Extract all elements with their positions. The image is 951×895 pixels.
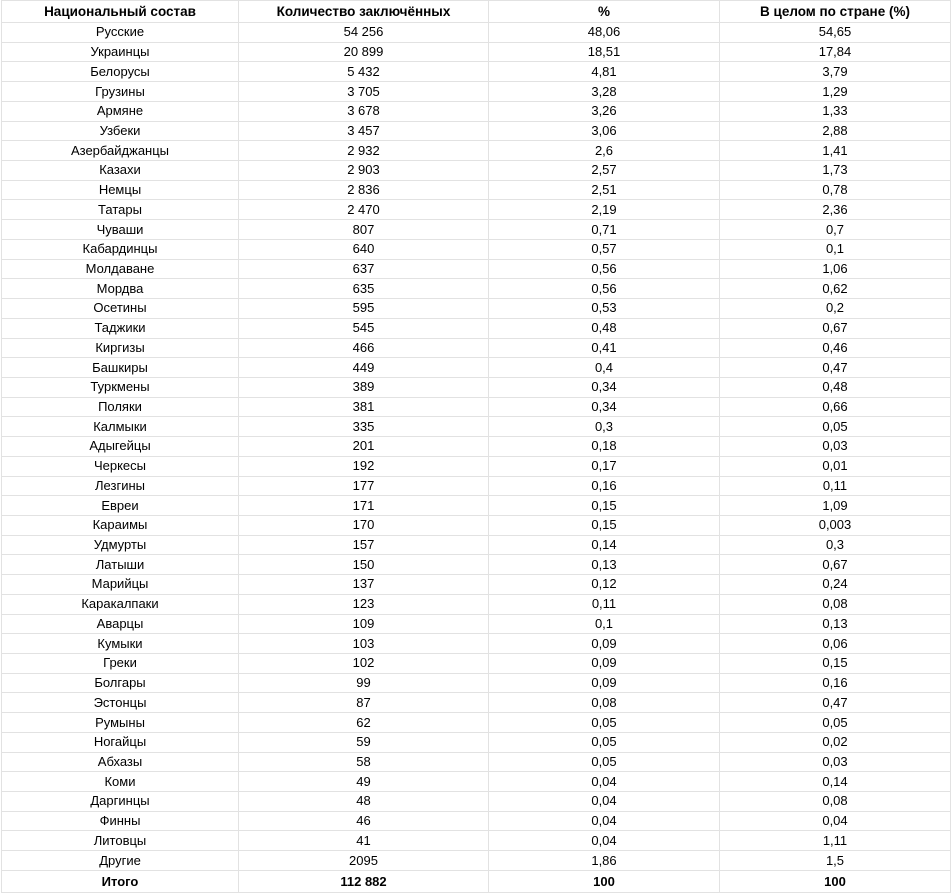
cell-percent[interactable]: 0,05 [489, 713, 720, 733]
cell-prisoner-count[interactable]: 449 [239, 358, 489, 378]
cell-nationality[interactable]: Болгары [2, 673, 239, 693]
cell-country-percent[interactable]: 0,05 [720, 713, 951, 733]
table-row [2, 23, 951, 43]
cell-prisoner-count[interactable]: 157 [239, 535, 489, 555]
cell-prisoner-count[interactable]: 58 [239, 752, 489, 772]
cell-nationality[interactable]: Аварцы [2, 614, 239, 634]
cell-nationality[interactable]: Белорусы [2, 62, 239, 82]
cell-percent[interactable]: 0,15 [489, 496, 720, 516]
cell-nationality[interactable]: Поляки [2, 397, 239, 417]
table-row [2, 851, 951, 871]
cell-prisoner-count[interactable]: 102 [239, 654, 489, 674]
cell-country-percent[interactable]: 2,88 [720, 121, 951, 141]
total-row [2, 870, 951, 892]
table-row [2, 831, 951, 851]
table-row [2, 792, 951, 812]
cell-nationality[interactable]: Латыши [2, 555, 239, 575]
table-row [2, 614, 951, 634]
cell-percent[interactable]: 0,12 [489, 575, 720, 595]
cell-prisoner-count[interactable]: 177 [239, 476, 489, 496]
table-row [2, 200, 951, 220]
cell-percent[interactable]: 0,1 [489, 614, 720, 634]
cell-nationality[interactable]: Удмурты [2, 535, 239, 555]
cell-country-percent[interactable]: 0,08 [720, 594, 951, 614]
cell-prisoner-count[interactable]: 123 [239, 594, 489, 614]
cell-country-percent[interactable]: 0,7 [720, 220, 951, 240]
cell-nationality[interactable]: Марийцы [2, 575, 239, 595]
cell-percent[interactable]: 0,09 [489, 654, 720, 674]
cell-prisoner-count[interactable]: 3 457 [239, 121, 489, 141]
cell-nationality[interactable]: Румыны [2, 713, 239, 733]
cell-prisoner-count[interactable]: 170 [239, 515, 489, 535]
cell-percent[interactable]: 18,51 [489, 42, 720, 62]
cell-prisoner-count[interactable]: 109 [239, 614, 489, 634]
table-row [2, 752, 951, 772]
cell-prisoner-count[interactable]: 635 [239, 279, 489, 299]
cell-percent[interactable]: 0,11 [489, 594, 720, 614]
table-row [2, 732, 951, 752]
cell-country-percent[interactable]: 17,84 [720, 42, 951, 62]
table-row [2, 693, 951, 713]
cell-country-percent[interactable]: 0,04 [720, 811, 951, 831]
table-row [2, 318, 951, 338]
cell-nationality[interactable]: Черкесы [2, 456, 239, 476]
table-row [2, 299, 951, 319]
cell-percent[interactable]: 0,09 [489, 634, 720, 654]
cell-percent[interactable]: 0,05 [489, 752, 720, 772]
cell-nationality[interactable]: Евреи [2, 496, 239, 516]
cell-country-percent[interactable]: 0,03 [720, 437, 951, 457]
cell-percent[interactable]: 0,34 [489, 397, 720, 417]
cell-prisoner-count[interactable]: 62 [239, 713, 489, 733]
cell-prisoner-count[interactable]: 201 [239, 437, 489, 457]
cell-percent[interactable]: 3,28 [489, 82, 720, 102]
cell-nationality[interactable]: Эстонцы [2, 693, 239, 713]
cell-nationality[interactable]: Казахи [2, 161, 239, 181]
cell-prisoner-count[interactable]: 640 [239, 239, 489, 259]
cell-prisoner-count[interactable]: 807 [239, 220, 489, 240]
cell-nationality[interactable]: Чуваши [2, 220, 239, 240]
cell-nationality[interactable]: Узбеки [2, 121, 239, 141]
cell-nationality[interactable]: Русские [2, 23, 239, 43]
cell-prisoner-count[interactable]: 59 [239, 732, 489, 752]
cell-prisoner-count[interactable]: 2 836 [239, 180, 489, 200]
table-row [2, 535, 951, 555]
cell-percent[interactable]: 0,57 [489, 239, 720, 259]
cell-nationality[interactable]: Коми [2, 772, 239, 792]
cell-country-percent[interactable]: 0,13 [720, 614, 951, 634]
table-row [2, 555, 951, 575]
cell-prisoner-count[interactable]: 637 [239, 259, 489, 279]
cell-percent[interactable]: 1,86 [489, 851, 720, 871]
cell-country-percent[interactable]: 0,003 [720, 515, 951, 535]
cell-nationality[interactable]: Молдаване [2, 259, 239, 279]
cell-prisoner-count[interactable]: 2095 [239, 851, 489, 871]
cell-percent[interactable]: 3,06 [489, 121, 720, 141]
cell-country-percent[interactable]: 0,46 [720, 338, 951, 358]
cell-percent[interactable]: 0,15 [489, 515, 720, 535]
cell-nationality[interactable]: Осетины [2, 299, 239, 319]
cell-country-percent[interactable]: 0,3 [720, 535, 951, 555]
cell-percent[interactable]: 0,04 [489, 772, 720, 792]
cell-percent[interactable]: 2,57 [489, 161, 720, 181]
cell-prisoner-count[interactable]: 49 [239, 772, 489, 792]
cell-prisoner-count[interactable]: 466 [239, 338, 489, 358]
cell-nationality[interactable]: Греки [2, 654, 239, 674]
cell-percent[interactable]: 0,56 [489, 259, 720, 279]
cell-country-percent[interactable]: 0,15 [720, 654, 951, 674]
cell-nationality[interactable]: Каракалпаки [2, 594, 239, 614]
total-percent[interactable]: 100 [489, 870, 720, 892]
cell-percent[interactable]: 0,14 [489, 535, 720, 555]
cell-nationality[interactable]: Азербайджанцы [2, 141, 239, 161]
cell-prisoner-count[interactable]: 381 [239, 397, 489, 417]
table-row [2, 42, 951, 62]
cell-nationality[interactable]: Киргизы [2, 338, 239, 358]
cell-nationality[interactable]: Калмыки [2, 417, 239, 437]
cell-country-percent[interactable]: 0,05 [720, 417, 951, 437]
cell-percent[interactable]: 0,34 [489, 377, 720, 397]
cell-prisoner-count[interactable]: 3 678 [239, 101, 489, 121]
table-row [2, 377, 951, 397]
table-row [2, 180, 951, 200]
cell-prisoner-count[interactable]: 2 470 [239, 200, 489, 220]
cell-prisoner-count[interactable]: 335 [239, 417, 489, 437]
cell-nationality[interactable]: Адыгейцы [2, 437, 239, 457]
cell-nationality[interactable]: Таджики [2, 318, 239, 338]
table-row [2, 397, 951, 417]
table-row [2, 82, 951, 102]
cell-prisoner-count[interactable]: 545 [239, 318, 489, 338]
cell-country-percent[interactable]: 1,09 [720, 496, 951, 516]
cell-nationality[interactable]: Украинцы [2, 42, 239, 62]
table-row [2, 161, 951, 181]
cell-percent[interactable]: 0,3 [489, 417, 720, 437]
cell-prisoner-count[interactable]: 54 256 [239, 23, 489, 43]
cell-nationality[interactable]: Финны [2, 811, 239, 831]
cell-country-percent[interactable]: 1,06 [720, 259, 951, 279]
cell-percent[interactable]: 0,56 [489, 279, 720, 299]
table-row [2, 220, 951, 240]
cell-country-percent[interactable]: 1,73 [720, 161, 951, 181]
table-row [2, 594, 951, 614]
cell-country-percent[interactable]: 0,48 [720, 377, 951, 397]
cell-country-percent[interactable]: 1,33 [720, 101, 951, 121]
cell-percent[interactable]: 0,53 [489, 299, 720, 319]
header-prisoner-count[interactable]: Количество заключённых [239, 1, 489, 23]
table-row [2, 772, 951, 792]
cell-nationality[interactable]: Башкиры [2, 358, 239, 378]
cell-percent[interactable]: 0,09 [489, 673, 720, 693]
cell-country-percent[interactable]: 0,24 [720, 575, 951, 595]
table-row [2, 811, 951, 831]
cell-prisoner-count[interactable]: 103 [239, 634, 489, 654]
cell-prisoner-count[interactable]: 87 [239, 693, 489, 713]
cell-percent[interactable]: 0,71 [489, 220, 720, 240]
cell-country-percent[interactable]: 0,14 [720, 772, 951, 792]
cell-country-percent[interactable]: 0,67 [720, 318, 951, 338]
table-row [2, 673, 951, 693]
cell-country-percent[interactable]: 1,11 [720, 831, 951, 851]
cell-country-percent[interactable]: 0,78 [720, 180, 951, 200]
cell-country-percent[interactable]: 0,2 [720, 299, 951, 319]
cell-percent[interactable]: 2,51 [489, 180, 720, 200]
total-country-percent[interactable]: 100 [720, 870, 951, 892]
cell-prisoner-count[interactable]: 137 [239, 575, 489, 595]
cell-nationality[interactable]: Татары [2, 200, 239, 220]
cell-nationality[interactable]: Кумыки [2, 634, 239, 654]
cell-nationality[interactable]: Караимы [2, 515, 239, 535]
cell-country-percent[interactable]: 3,79 [720, 62, 951, 82]
cell-percent[interactable]: 0,13 [489, 555, 720, 575]
cell-nationality[interactable]: Лезгины [2, 476, 239, 496]
cell-prisoner-count[interactable]: 41 [239, 831, 489, 851]
cell-percent[interactable]: 0,16 [489, 476, 720, 496]
table-row [2, 62, 951, 82]
cell-country-percent[interactable]: 54,65 [720, 23, 951, 43]
cell-percent[interactable]: 0,04 [489, 811, 720, 831]
cell-percent[interactable]: 3,26 [489, 101, 720, 121]
cell-prisoner-count[interactable]: 150 [239, 555, 489, 575]
cell-prisoner-count[interactable]: 48 [239, 792, 489, 812]
cell-percent[interactable]: 0,17 [489, 456, 720, 476]
table-row [2, 496, 951, 516]
cell-country-percent[interactable]: 0,16 [720, 673, 951, 693]
cell-prisoner-count[interactable]: 3 705 [239, 82, 489, 102]
cell-prisoner-count[interactable]: 2 903 [239, 161, 489, 181]
table-row [2, 101, 951, 121]
header-row [2, 1, 951, 23]
cell-country-percent[interactable]: 2,36 [720, 200, 951, 220]
header-nationality[interactable]: Национальный состав [2, 1, 239, 23]
cell-nationality[interactable]: Абхазы [2, 752, 239, 772]
cell-nationality[interactable]: Кабардинцы [2, 239, 239, 259]
cell-percent[interactable]: 0,18 [489, 437, 720, 457]
cell-nationality[interactable]: Даргинцы [2, 792, 239, 812]
table-row [2, 279, 951, 299]
total-prisoner-count[interactable]: 112 882 [239, 870, 489, 892]
cell-prisoner-count[interactable]: 5 432 [239, 62, 489, 82]
cell-percent[interactable]: 0,4 [489, 358, 720, 378]
cell-country-percent[interactable]: 0,06 [720, 634, 951, 654]
table-row [2, 476, 951, 496]
cell-percent[interactable]: 0,04 [489, 831, 720, 851]
table-body [2, 23, 951, 871]
cell-country-percent[interactable]: 0,11 [720, 476, 951, 496]
cell-nationality[interactable]: Другие [2, 851, 239, 871]
cell-prisoner-count[interactable]: 192 [239, 456, 489, 476]
table-row [2, 515, 951, 535]
cell-percent[interactable]: 2,6 [489, 141, 720, 161]
table-row [2, 417, 951, 437]
cell-nationality[interactable]: Литовцы [2, 831, 239, 851]
cell-nationality[interactable]: Немцы [2, 180, 239, 200]
table-row [2, 239, 951, 259]
cell-percent[interactable]: 0,08 [489, 693, 720, 713]
table-row [2, 259, 951, 279]
cell-percent[interactable]: 4,81 [489, 62, 720, 82]
cell-nationality[interactable]: Грузины [2, 82, 239, 102]
header-percent[interactable]: % [489, 1, 720, 23]
table-row [2, 437, 951, 457]
cell-prisoner-count[interactable]: 46 [239, 811, 489, 831]
table-row [2, 575, 951, 595]
cell-country-percent[interactable]: 0,1 [720, 239, 951, 259]
cell-percent[interactable]: 0,05 [489, 732, 720, 752]
cell-prisoner-count[interactable]: 99 [239, 673, 489, 693]
cell-country-percent[interactable]: 0,01 [720, 456, 951, 476]
cell-percent[interactable]: 0,04 [489, 792, 720, 812]
table-row [2, 713, 951, 733]
cell-percent[interactable]: 48,06 [489, 23, 720, 43]
cell-country-percent[interactable]: 0,03 [720, 752, 951, 772]
cell-prisoner-count[interactable]: 389 [239, 377, 489, 397]
table-row [2, 121, 951, 141]
cell-nationality[interactable]: Мордва [2, 279, 239, 299]
cell-prisoner-count[interactable]: 595 [239, 299, 489, 319]
nationality-table [1, 0, 951, 893]
table-row [2, 358, 951, 378]
table-row [2, 654, 951, 674]
cell-nationality[interactable]: Туркмены [2, 377, 239, 397]
cell-country-percent[interactable]: 1,41 [720, 141, 951, 161]
cell-percent[interactable]: 0,48 [489, 318, 720, 338]
cell-country-percent[interactable]: 0,47 [720, 693, 951, 713]
table-row [2, 456, 951, 476]
table-row [2, 634, 951, 654]
cell-prisoner-count[interactable]: 20 899 [239, 42, 489, 62]
total-label[interactable]: Итого [2, 870, 239, 892]
header-country-percent[interactable]: В целом по стране (%) [720, 1, 951, 23]
table-row [2, 338, 951, 358]
cell-percent[interactable]: 0,41 [489, 338, 720, 358]
cell-country-percent[interactable]: 1,29 [720, 82, 951, 102]
cell-country-percent[interactable]: 0,66 [720, 397, 951, 417]
cell-nationality[interactable]: Армяне [2, 101, 239, 121]
table-row [2, 141, 951, 161]
cell-country-percent[interactable]: 0,08 [720, 792, 951, 812]
cell-country-percent[interactable]: 0,47 [720, 358, 951, 378]
cell-percent[interactable]: 2,19 [489, 200, 720, 220]
cell-country-percent[interactable]: 0,67 [720, 555, 951, 575]
cell-country-percent[interactable]: 0,02 [720, 732, 951, 752]
cell-prisoner-count[interactable]: 171 [239, 496, 489, 516]
cell-nationality[interactable]: Ногайцы [2, 732, 239, 752]
cell-country-percent[interactable]: 0,62 [720, 279, 951, 299]
cell-prisoner-count[interactable]: 2 932 [239, 141, 489, 161]
cell-country-percent[interactable]: 1,5 [720, 851, 951, 871]
